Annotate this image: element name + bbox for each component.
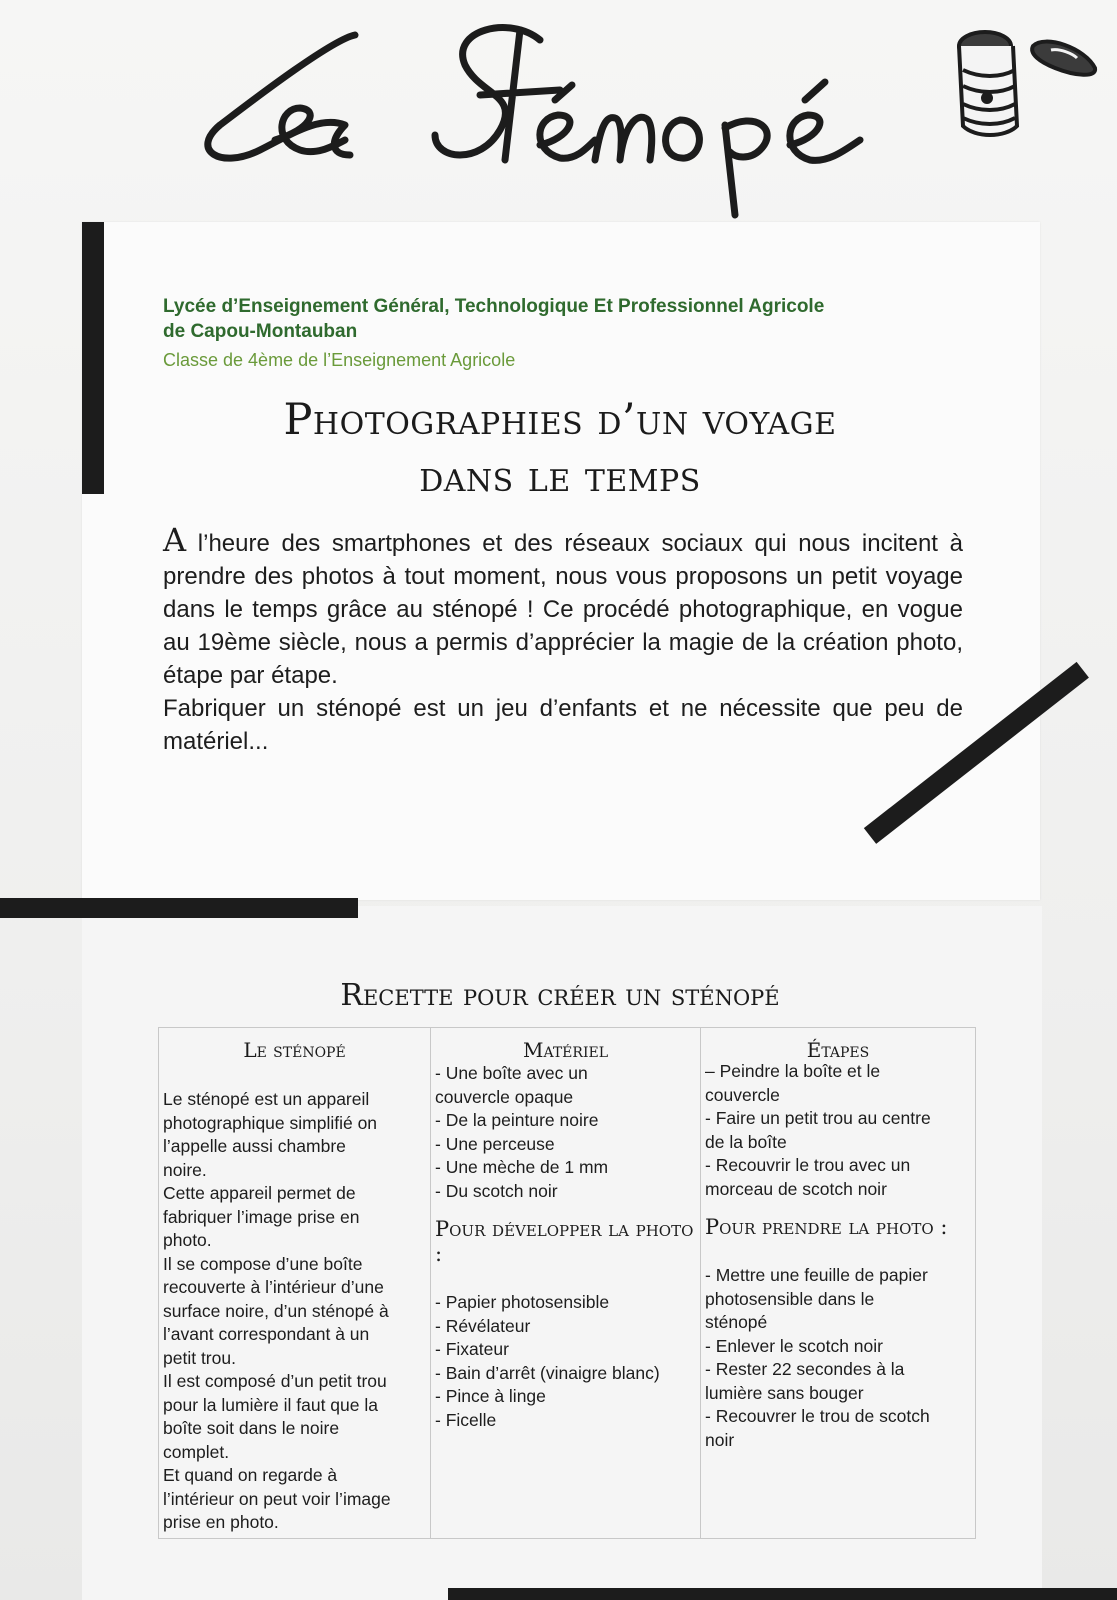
text-line: Il se compose d’une boîte [163, 1253, 363, 1274]
text-line: l’appelle aussi chambre [163, 1136, 346, 1156]
text-line: noir [705, 1429, 735, 1450]
text-line: - Une perceuse [435, 1133, 555, 1154]
recipe-table [158, 1027, 976, 1539]
text-line: Il est composé d’un petit trou [163, 1371, 387, 1391]
text-line: - Faire un petit trou au centre [705, 1108, 931, 1128]
text-line: l’intérieur on peut voir l’image [163, 1488, 391, 1509]
text-line: boîte soit dans le noire [163, 1418, 340, 1438]
column-subheading: Pour prendre la photo : [705, 1215, 948, 1239]
text-line: morceau de scotch noir [705, 1178, 887, 1199]
text-line: - Papier photosensible [435, 1292, 610, 1312]
column-materiel [431, 1028, 701, 1538]
intro-paragraph-1-text: l’heure des smartphones et des réseaux sociaux qui nous incitent à prendre des photos à tout moment, nous vous proposons un petit voyage dans le temps grâce au sténopé ! Ce procédé photographique, en vogue au 19ème siècle, nous a permis d’apprécier la magie de la création photo, étape par étape. [163, 530, 963, 689]
text-line: - Ficelle [435, 1409, 497, 1430]
text-line: prise en photo. [163, 1512, 279, 1532]
text-line: l’avant correspondant à un [163, 1324, 370, 1344]
text-line: petit trou. [163, 1347, 236, 1368]
intro-paragraph-1 [163, 521, 963, 692]
column-heading: Matériel [523, 1038, 608, 1062]
text-line: - Révélateur [435, 1315, 531, 1336]
recipe-title: Recette pour créer un sténopé [340, 978, 780, 1013]
text-line: Cette appareil permet de [163, 1183, 356, 1203]
text-line: photosensible dans le [705, 1288, 875, 1309]
text-line: Le sténopé est un appareil [163, 1089, 370, 1109]
bottom-bar [448, 1588, 1117, 1600]
text-line: photographique simplifié on [163, 1112, 378, 1133]
text-line: fabriquer l’image prise en [163, 1206, 360, 1227]
column-heading: Le sténopé [243, 1038, 346, 1062]
text-line: - Mettre une feuille de papier [705, 1265, 928, 1285]
text-line: - Une boîte avec un [435, 1063, 588, 1083]
text-line: couvercle opaque [435, 1086, 574, 1107]
text-line: - Recouvrer le trou de scotch [705, 1406, 930, 1426]
text-line: - Enlever le scotch noir [705, 1335, 883, 1356]
school-name-line1: Lycée d’Enseignement Général, Technologique Et Professionnel Agricole [163, 296, 825, 317]
column-heading: Étapes [806, 1038, 870, 1062]
school-name-line2: de Capou-Montauban [163, 321, 358, 342]
text-line: - De la peinture noire [435, 1110, 599, 1130]
text-line: recouverte à l’intérieur d’une [163, 1277, 384, 1297]
horizontal-divider-bar [0, 898, 358, 918]
column-etapes [701, 1028, 975, 1538]
column-subheading: Pour développer la photo : [435, 1217, 694, 1266]
text-line: - Une mèche de 1 mm [435, 1157, 609, 1177]
heading-line2: dans le temps [419, 452, 701, 502]
column-body [163, 1088, 428, 1535]
text-line: - Du scotch noir [435, 1180, 558, 1201]
text-line: sténopé [705, 1312, 768, 1332]
text-line: lumière sans bouger [705, 1382, 864, 1403]
text-line: noire. [163, 1159, 207, 1180]
text-line: de la boîte [705, 1131, 787, 1152]
text-line: - Rester 22 secondes à la [705, 1359, 905, 1379]
column-body [435, 1062, 698, 1432]
camera-icon [955, 18, 1105, 158]
text-line: - Pince à linge [435, 1386, 546, 1406]
text-line: surface noire, d’un sténopé à [163, 1300, 389, 1321]
text-line: couvercle [705, 1084, 780, 1105]
heading-line1: Photographies d’un voyage [283, 395, 837, 445]
column-stenope [159, 1028, 431, 1538]
text-line: pour la lumière il faut que la [163, 1394, 378, 1415]
text-line: - Recouvrir le trou avec un [705, 1155, 911, 1175]
intro-text [163, 521, 963, 758]
school-name [163, 294, 963, 344]
dropcap: A [163, 521, 187, 559]
text-line: photo. [163, 1230, 212, 1250]
column-body [705, 1060, 973, 1452]
text-line: - Bain d’arrêt (vinaigre blanc) [435, 1362, 660, 1383]
main-heading [130, 392, 990, 506]
handwritten-title [180, 0, 880, 220]
text-line: complet. [163, 1441, 230, 1462]
text-line: – Peindre la boîte et le [705, 1061, 881, 1081]
intro-paragraph-2: Fabriquer un sténopé est un jeu d’enfants et ne nécessite que peu de matériel... [163, 695, 963, 755]
class-name: Classe de 4ème de l’Enseignement Agricole [163, 350, 516, 370]
left-vertical-bar [82, 222, 104, 494]
text-line: - Fixateur [435, 1339, 509, 1359]
text-line: Et quand on regarde à [163, 1465, 338, 1485]
